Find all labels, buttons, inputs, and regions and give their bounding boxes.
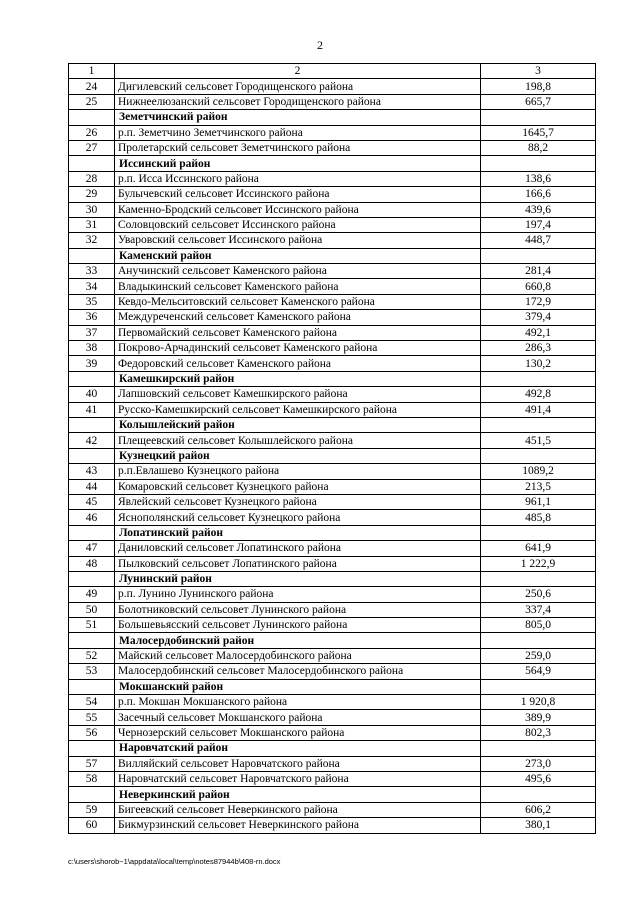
row-value: 1 920,8 <box>481 695 596 710</box>
row-value: 448,7 <box>481 233 596 248</box>
row-value: 1089,2 <box>481 464 596 479</box>
row-value: 439,6 <box>481 202 596 217</box>
row-name: Анучинский сельсовет Каменского района <box>115 264 481 279</box>
section-empty-cell <box>481 448 596 463</box>
table-row <box>69 140 596 155</box>
row-value: 213,5 <box>481 479 596 494</box>
row-name: Майский сельсовет Малосердобинского района <box>115 648 481 663</box>
section-title: Лопатинский район <box>115 525 481 540</box>
row-number: 44 <box>69 479 115 494</box>
section-empty-cell <box>481 741 596 756</box>
header-row <box>69 64 596 79</box>
row-value: 805,0 <box>481 618 596 633</box>
row-name: Соловцовский сельсовет Иссинского района <box>115 217 481 232</box>
row-value: 641,9 <box>481 541 596 556</box>
row-number: 59 <box>69 802 115 817</box>
row-name: Яснополянский сельсовет Кузнецкого района <box>115 510 481 525</box>
section-row <box>69 110 596 125</box>
row-name: Вилляйский сельсовет Наровчатского района <box>115 756 481 771</box>
table-row <box>69 556 596 571</box>
table-row <box>69 294 596 309</box>
table-row <box>69 202 596 217</box>
row-value: 451,5 <box>481 433 596 448</box>
row-name: Большевьясский сельсовет Лунинского района <box>115 618 481 633</box>
row-number: 55 <box>69 710 115 725</box>
table-row <box>69 710 596 725</box>
row-value: 88,2 <box>481 140 596 155</box>
row-name: р.п. Исса Иссинского района <box>115 171 481 186</box>
table-row <box>69 818 596 833</box>
section-empty-cell <box>69 417 115 432</box>
table-row <box>69 618 596 633</box>
section-row <box>69 633 596 648</box>
row-value: 379,4 <box>481 310 596 325</box>
section-row <box>69 371 596 386</box>
row-name: Бигеевский сельсовет Неверкинского района <box>115 802 481 817</box>
table-row <box>69 587 596 602</box>
row-number: 54 <box>69 695 115 710</box>
header-col-3: 3 <box>481 64 596 79</box>
section-empty-cell <box>481 156 596 171</box>
table-row <box>69 310 596 325</box>
row-name: Федоровский сельсовет Каменского района <box>115 356 481 371</box>
row-number: 52 <box>69 648 115 663</box>
row-name: Русско-Камешкирский сельсовет Камешкирского района <box>115 402 481 417</box>
section-title: Наровчатский район <box>115 741 481 756</box>
table-row <box>69 341 596 356</box>
table-row <box>69 79 596 94</box>
row-number: 38 <box>69 341 115 356</box>
section-empty-cell <box>481 633 596 648</box>
row-name: Наровчатский сельсовет Наровчатского района <box>115 771 481 786</box>
row-number: 28 <box>69 171 115 186</box>
row-name: Кевдо-Мельситовский сельсовет Каменского района <box>115 294 481 309</box>
row-value: 492,8 <box>481 387 596 402</box>
row-value: 802,3 <box>481 725 596 740</box>
section-empty-cell <box>481 679 596 694</box>
row-value: 197,4 <box>481 217 596 232</box>
data-table <box>68 63 596 834</box>
row-name: Уваровский сельсовет Иссинского района <box>115 233 481 248</box>
table-row <box>69 771 596 786</box>
row-value: 961,1 <box>481 494 596 509</box>
section-row <box>69 248 596 263</box>
table-row <box>69 171 596 186</box>
section-empty-cell <box>481 371 596 386</box>
row-value: 1645,7 <box>481 125 596 140</box>
table-row <box>69 187 596 202</box>
header-col-1: 1 <box>69 64 115 79</box>
row-number: 35 <box>69 294 115 309</box>
row-value: 495,6 <box>481 771 596 786</box>
section-empty-cell <box>69 371 115 386</box>
table-row <box>69 356 596 371</box>
row-number: 53 <box>69 664 115 679</box>
section-empty-cell <box>69 741 115 756</box>
section-empty-cell <box>69 110 115 125</box>
row-value: 389,9 <box>481 710 596 725</box>
row-number: 34 <box>69 279 115 294</box>
row-value: 665,7 <box>481 94 596 109</box>
row-number: 27 <box>69 140 115 155</box>
row-value: 337,4 <box>481 602 596 617</box>
row-name: Нижнеелюзанский сельсовет Городищенского района <box>115 94 481 109</box>
row-name: Засечный сельсовет Мокшанского района <box>115 710 481 725</box>
row-value: 273,0 <box>481 756 596 771</box>
row-number: 25 <box>69 94 115 109</box>
table-row <box>69 756 596 771</box>
row-number: 39 <box>69 356 115 371</box>
row-name: Чернозерский сельсовет Мокшанского района <box>115 725 481 740</box>
row-value: 660,8 <box>481 279 596 294</box>
table-row <box>69 325 596 340</box>
row-value: 198,8 <box>481 79 596 94</box>
row-number: 45 <box>69 494 115 509</box>
section-row <box>69 787 596 802</box>
row-name: Булычевский сельсовет Иссинского района <box>115 187 481 202</box>
section-empty-cell <box>69 525 115 540</box>
section-empty-cell <box>69 248 115 263</box>
row-value: 172,9 <box>481 294 596 309</box>
section-empty-cell <box>69 448 115 463</box>
section-title: Мокшанский район <box>115 679 481 694</box>
section-title: Земетчинский район <box>115 110 481 125</box>
row-number: 60 <box>69 818 115 833</box>
section-row <box>69 156 596 171</box>
section-empty-cell <box>69 633 115 648</box>
section-empty-cell <box>481 110 596 125</box>
row-name: Лапшовский сельсовет Камешкирского района <box>115 387 481 402</box>
row-name: р.п. Лунино Лунинского района <box>115 587 481 602</box>
section-empty-cell <box>481 417 596 432</box>
section-row <box>69 571 596 586</box>
row-number: 31 <box>69 217 115 232</box>
section-empty-cell <box>481 525 596 540</box>
row-name: Пролетарский сельсовет Земетчинского района <box>115 140 481 155</box>
table-row <box>69 510 596 525</box>
table-body <box>69 64 596 834</box>
row-value: 130,2 <box>481 356 596 371</box>
table-row <box>69 217 596 232</box>
section-row <box>69 741 596 756</box>
section-title: Камешкирский район <box>115 371 481 386</box>
row-name: Владыкинский сельсовет Каменского района <box>115 279 481 294</box>
row-number: 24 <box>69 79 115 94</box>
row-value: 491,4 <box>481 402 596 417</box>
row-name: Бикмурзинский сельсовет Неверкинского района <box>115 818 481 833</box>
row-number: 46 <box>69 510 115 525</box>
section-row <box>69 417 596 432</box>
section-title: Лунинский район <box>115 571 481 586</box>
row-name: Даниловский сельсовет Лопатинского района <box>115 541 481 556</box>
section-row <box>69 448 596 463</box>
row-value: 250,6 <box>481 587 596 602</box>
row-name: Малосердобинский сельсовет Малосердобинского района <box>115 664 481 679</box>
section-title: Колышлейский район <box>115 417 481 432</box>
table-row <box>69 695 596 710</box>
header-col-2: 2 <box>115 64 481 79</box>
row-number: 43 <box>69 464 115 479</box>
row-value: 564,9 <box>481 664 596 679</box>
section-empty-cell <box>69 679 115 694</box>
row-name: Покрово-Арчадинский сельсовет Каменского района <box>115 341 481 356</box>
row-number: 29 <box>69 187 115 202</box>
row-value: 259,0 <box>481 648 596 663</box>
page-number: 2 <box>317 38 323 52</box>
table-row <box>69 402 596 417</box>
row-value: 166,6 <box>481 187 596 202</box>
table-row <box>69 264 596 279</box>
table-row <box>69 541 596 556</box>
table-row <box>69 233 596 248</box>
table-row <box>69 648 596 663</box>
row-value: 492,1 <box>481 325 596 340</box>
row-number: 41 <box>69 402 115 417</box>
row-name: р.п. Мокшан Мокшанского района <box>115 695 481 710</box>
section-empty-cell <box>481 787 596 802</box>
row-number: 37 <box>69 325 115 340</box>
row-number: 40 <box>69 387 115 402</box>
row-number: 49 <box>69 587 115 602</box>
row-number: 51 <box>69 618 115 633</box>
table-row <box>69 433 596 448</box>
row-number: 58 <box>69 771 115 786</box>
row-name: Первомайский сельсовет Каменского района <box>115 325 481 340</box>
row-number: 42 <box>69 433 115 448</box>
table-row <box>69 494 596 509</box>
table-row <box>69 664 596 679</box>
row-name: Междуреченский сельсовет Каменского района <box>115 310 481 325</box>
table-row <box>69 125 596 140</box>
section-empty-cell <box>481 248 596 263</box>
section-row <box>69 525 596 540</box>
row-value: 380,1 <box>481 818 596 833</box>
row-value: 606,2 <box>481 802 596 817</box>
section-title: Иссинский район <box>115 156 481 171</box>
section-title: Малосердобинский район <box>115 633 481 648</box>
section-title: Кузнецкий район <box>115 448 481 463</box>
table-row <box>69 464 596 479</box>
row-name: Комаровский сельсовет Кузнецкого района <box>115 479 481 494</box>
section-empty-cell <box>69 787 115 802</box>
section-empty-cell <box>69 156 115 171</box>
row-name: Болотниковский сельсовет Лунинского района <box>115 602 481 617</box>
row-number: 26 <box>69 125 115 140</box>
row-name: р.п. Земетчино Земетчинского района <box>115 125 481 140</box>
row-number: 36 <box>69 310 115 325</box>
row-name: Пылковский сельсовет Лопатинского района <box>115 556 481 571</box>
table-row <box>69 725 596 740</box>
row-number: 57 <box>69 756 115 771</box>
row-name: Плещеевский сельсовет Колышлейского района <box>115 433 481 448</box>
row-value: 281,4 <box>481 264 596 279</box>
row-name: р.п.Евлашево Кузнецкого района <box>115 464 481 479</box>
table-row <box>69 602 596 617</box>
row-number: 32 <box>69 233 115 248</box>
table-row <box>69 387 596 402</box>
row-value: 138,6 <box>481 171 596 186</box>
table-row <box>69 94 596 109</box>
section-title: Каменский район <box>115 248 481 263</box>
section-row <box>69 679 596 694</box>
row-name: Явлейский сельсовет Кузнецкого района <box>115 494 481 509</box>
row-number: 33 <box>69 264 115 279</box>
row-number: 56 <box>69 725 115 740</box>
row-number: 47 <box>69 541 115 556</box>
footer-file-path: c:\users\shorob~1\appdata\local\temp\notes87944b\408-rn.docx <box>68 857 281 866</box>
row-name: Каменно-Бродский сельсовет Иссинского района <box>115 202 481 217</box>
table-row <box>69 802 596 817</box>
section-title: Неверкинский район <box>115 787 481 802</box>
section-empty-cell <box>481 571 596 586</box>
row-value: 1 222,9 <box>481 556 596 571</box>
row-number: 30 <box>69 202 115 217</box>
row-number: 48 <box>69 556 115 571</box>
row-value: 485,8 <box>481 510 596 525</box>
table-row <box>69 479 596 494</box>
row-number: 50 <box>69 602 115 617</box>
section-empty-cell <box>69 571 115 586</box>
row-name: Дигилевский сельсовет Городищенского района <box>115 79 481 94</box>
row-value: 286,3 <box>481 341 596 356</box>
table-row <box>69 279 596 294</box>
